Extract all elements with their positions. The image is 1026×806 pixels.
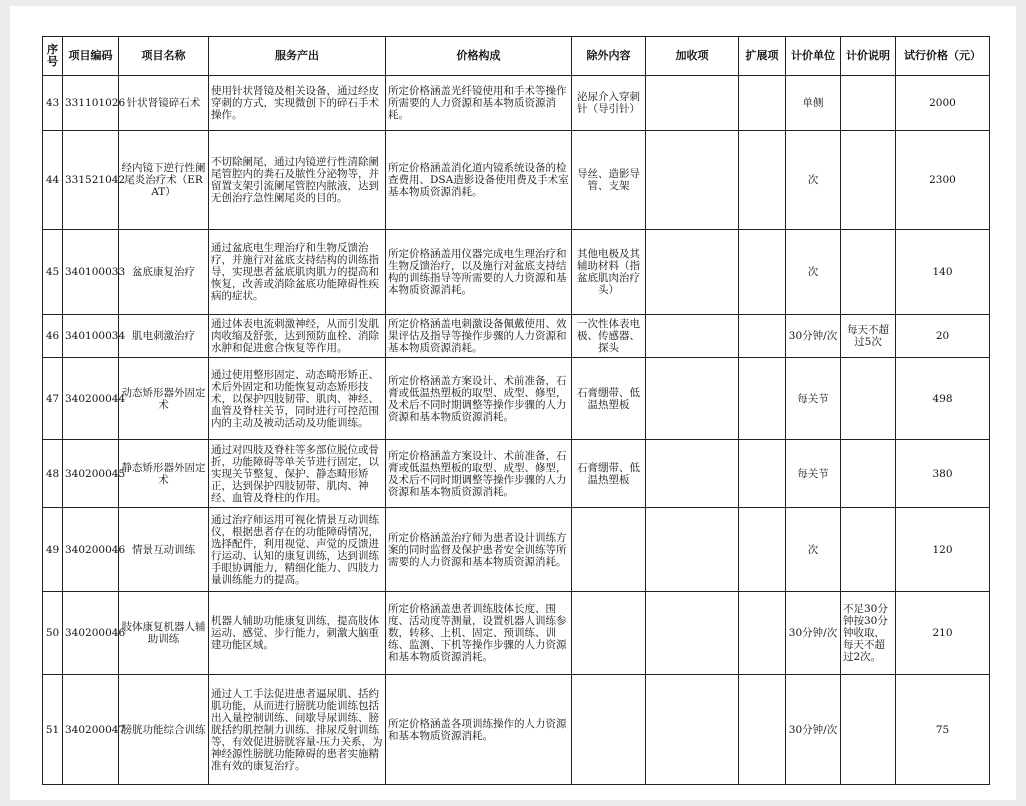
cell-note [841,675,896,785]
cell-extension [739,230,786,315]
cell-price-composition: 所定价格涵盖患者训练肢体长度、围度、活动度等测量，设置机器人训练参数，转移、上机、固定、预训练、训练、监测、下机等操作步骤的人力资源和基本物质资源消耗。 [386,592,572,675]
header-cell: 扩展项 [739,37,786,76]
cell-code: 331521042 [63,131,119,230]
header-cell: 服务产出 [209,37,386,76]
cell-surcharge [646,675,739,785]
cell-code: 340200046 [63,508,119,592]
table-row [43,358,990,440]
cell-no: 51 [43,675,63,785]
header-cell: 项目编码 [63,37,119,76]
cell-price-composition: 所定价格涵盖治疗师为患者设计训练方案的同时监督及保护患者安全训练等所需要的人力资源和基本物质资源消耗。 [386,508,572,592]
cell-no: 46 [43,315,63,358]
cell-note [841,440,896,508]
cell-code: 340200047 [63,675,119,785]
cell-note: 不足30分钟按30分钟收取，每天不超过2次。 [841,592,896,675]
cell-extension [739,358,786,440]
cell-unit: 每关节 [786,358,841,440]
cell-no: 45 [43,230,63,315]
cell-service: 通过人工手法促进患者逼尿肌、括约肌功能，从而进行膀胱功能训练包括出入量控制训练、间歇导尿训练、膀胱括约肌控制力训练、排尿反射训练等，有效促进膀胱容量-压力关系，为神经源性膀胱功能障碍的患者实施精准有效的康复治疗。 [209,675,386,785]
cell-name: 经内镜下逆行性阑尾炎治疗术（ERAT） [119,131,209,230]
cell-name: 肌电刺激治疗 [119,315,209,358]
cell-note: 每天不超过5次 [841,315,896,358]
cell-no: 48 [43,440,63,508]
cell-service: 不切除阑尾，通过内镜逆行性清除阑尾管腔内的粪石及脓性分泌物等，并留置支架引流阑尾管腔内脓液，达到无创治疗急性阑尾炎的目的。 [209,131,386,230]
header-cell: 价格构成 [386,37,572,76]
cell-name: 动态矫形器外固定术 [119,358,209,440]
cell-unit: 30分钟/次 [786,315,841,358]
cell-note [841,76,896,131]
cell-name: 肢体康复机器人辅助训练 [119,592,209,675]
cell-unit: 每关节 [786,440,841,508]
cell-name: 针状肾镜碎石术 [119,76,209,131]
cell-name: 情景互动训练 [119,508,209,592]
cell-extension [739,508,786,592]
table-row [43,131,990,230]
cell-exclusions: 一次性体表电极、传感器、探头 [572,315,646,358]
price-table [42,36,990,785]
cell-unit: 30分钟/次 [786,592,841,675]
cell-unit: 单侧 [786,76,841,131]
cell-exclusions: 石膏绷带、低温热塑板 [572,358,646,440]
cell-price: 498 [896,358,990,440]
cell-surcharge [646,230,739,315]
cell-name: 静态矫形器外固定术 [119,440,209,508]
header-cell: 试行价格（元） [896,37,990,76]
cell-unit: 次 [786,131,841,230]
cell-surcharge [646,440,739,508]
cell-note [841,230,896,315]
header-cell: 序号 [43,37,63,76]
cell-surcharge [646,76,739,131]
cell-exclusions: 石膏绷带、低温热塑板 [572,440,646,508]
cell-price-composition: 所定价格涵盖各项训练操作的人力资源和基本物质资源消耗。 [386,675,572,785]
cell-extension [739,131,786,230]
cell-note [841,358,896,440]
cell-extension [739,675,786,785]
header-cell: 计价单位 [786,37,841,76]
cell-surcharge [646,592,739,675]
cell-price-composition: 所定价格涵盖方案设计、术前准备，石膏或低温热塑板的取型、成型、修型，及术后不同时期调整等操作步骤的人力资源和基本物质资源消耗。 [386,358,572,440]
cell-price: 75 [896,675,990,785]
cell-surcharge [646,131,739,230]
cell-exclusions [572,675,646,785]
table-row [43,315,990,358]
cell-price: 380 [896,440,990,508]
cell-exclusions [572,508,646,592]
cell-service: 机器人辅助功能康复训练，提高肢体运动、感觉、步行能力，刺激大脑重建功能区域。 [209,592,386,675]
cell-service: 通过盆底电生理治疗和生物反馈治疗，并施行对盆底支持结构的训练指导，实现患者盆底肌肉肌力的提高和恢复，改善或消除盆底功能障碍性疾病的症状。 [209,230,386,315]
cell-code: 340100034 [63,315,119,358]
cell-service: 通过对四肢及脊柱等多部位脱位或骨折，功能障碍等单关节进行固定，以实现关节整复、保护、静态畸形矫正，达到保护四肢韧带、肌肉、神经、血管及脊柱的作用。 [209,440,386,508]
cell-price-composition: 所定价格涵盖方案设计、术前准备，石膏或低温热塑板的取型、成型、修型，及术后不同时期调整等操作步骤的人力资源和基本物质资源消耗。 [386,440,572,508]
table-row [43,508,990,592]
cell-no: 44 [43,131,63,230]
cell-note [841,508,896,592]
cell-extension [739,315,786,358]
cell-note [841,131,896,230]
table-row [43,76,990,131]
cell-surcharge [646,358,739,440]
cell-name: 膀胱功能综合训练 [119,675,209,785]
cell-extension [739,440,786,508]
cell-extension [739,76,786,131]
cell-price: 120 [896,508,990,592]
header-cell: 除外内容 [572,37,646,76]
cell-exclusions: 其他电极及其辅助材料（指盆底肌肉治疗头） [572,230,646,315]
cell-price-composition: 所定价格涵盖电刺激设备佩戴使用、效果评估及指导等操作步骤的人力资源和基本物质资源消耗。 [386,315,572,358]
cell-code: 340200044 [63,358,119,440]
header-cell: 加收项 [646,37,739,76]
cell-price-composition: 所定价格涵盖光纤镜使用和手术等操作所需要的人力资源和基本物质资源消耗。 [386,76,572,131]
table-row [43,592,990,675]
table-row [43,675,990,785]
cell-service: 使用针状肾镜及相关设备，通过经皮穿刺的方式，实现微创下的碎石手术操作。 [209,76,386,131]
cell-code: 340200045 [63,440,119,508]
cell-price-composition: 所定价格涵盖用仪器完成电生理治疗和生物反馈治疗，以及施行对盆底支持结构的训练指导等所需要的人力资源和基本物质资源消耗。 [386,230,572,315]
cell-exclusions: 泌尿介入穿刺针（导引针） [572,76,646,131]
cell-service: 通过治疗师运用可视化情景互动训练仪，根据患者存在的功能障碍情况，选择配件，利用视觉、声觉的反馈进行运动、认知的康复训练，达到训练手眼协调能力，精细化能力、四肢力量训练能力的提高。 [209,508,386,592]
table-row [43,230,990,315]
cell-name: 盆底康复治疗 [119,230,209,315]
cell-no: 49 [43,508,63,592]
table-row [43,440,990,508]
header-cell: 项目名称 [119,37,209,76]
cell-unit: 次 [786,508,841,592]
cell-surcharge [646,508,739,592]
cell-code: 340100033 [63,230,119,315]
cell-code: 340200046 [63,592,119,675]
cell-unit: 次 [786,230,841,315]
cell-unit: 30分钟/次 [786,675,841,785]
cell-price: 210 [896,592,990,675]
cell-service: 通过体表电流刺激神经，从而引发肌肉收缩及舒张，达到预防血栓、消除水肿和促进愈合恢复等作用。 [209,315,386,358]
header-cell: 计价说明 [841,37,896,76]
cell-no: 50 [43,592,63,675]
cell-service: 通过使用整形固定、动态畸形矫正、术后外固定和功能恢复动态矫形技术，以保护四肢韧带、肌肉、神经、血管及脊柱关节，同时进行可控范围内的主动及被动活动及功能训练。 [209,358,386,440]
cell-no: 47 [43,358,63,440]
cell-exclusions: 导丝、造影导管、支架 [572,131,646,230]
cell-price: 2300 [896,131,990,230]
cell-extension [739,592,786,675]
cell-price: 2000 [896,76,990,131]
header-row [43,37,990,76]
cell-surcharge [646,315,739,358]
cell-exclusions [572,592,646,675]
cell-price: 20 [896,315,990,358]
cell-no: 43 [43,76,63,131]
cell-code: 331101026 [63,76,119,131]
cell-price: 140 [896,230,990,315]
cell-price-composition: 所定价格涵盖消化道内镜系统设备的检查费用、DSA造影设备使用费及手术室基本物质资源消耗。 [386,131,572,230]
